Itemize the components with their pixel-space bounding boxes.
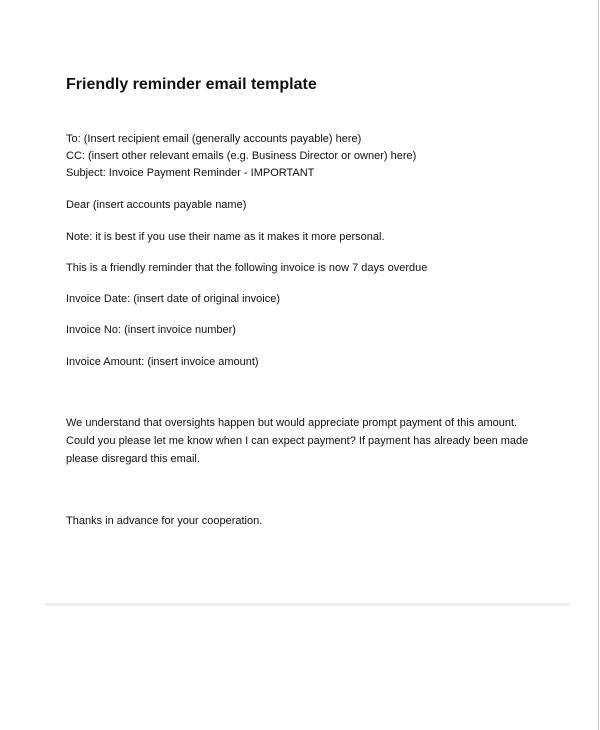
cc-line: CC: (insert other relevant emails (e.g. Business Director or owner) here)	[66, 150, 417, 162]
note-text: Note: it is best if you use their name as it makes it more personal.	[66, 231, 385, 243]
document-title: Friendly reminder email template	[66, 76, 317, 93]
greeting: Dear (insert accounts payable name)	[66, 199, 247, 211]
closing-text: Thanks in advance for your cooperation.	[66, 515, 263, 527]
intro-text: This is a friendly reminder that the following invoice is now 7 days overdue	[66, 262, 428, 274]
to-line: To: (Insert recipient email (generally accounts payable) here)	[66, 133, 362, 145]
page-divider	[45, 603, 570, 606]
subject-line: Subject: Invoice Payment Reminder - IMPORTANT	[66, 167, 315, 179]
invoice-amount: Invoice Amount: (insert invoice amount)	[66, 356, 259, 368]
body-paragraph: We understand that oversights happen but would appreciate prompt payment of this amount. Could you please let me know when I can expect payment? If payment has already been made please disregard this email.	[66, 417, 529, 465]
invoice-date: Invoice Date: (insert date of original invoice)	[66, 293, 280, 305]
invoice-number: Invoice No: (insert invoice number)	[66, 324, 236, 336]
